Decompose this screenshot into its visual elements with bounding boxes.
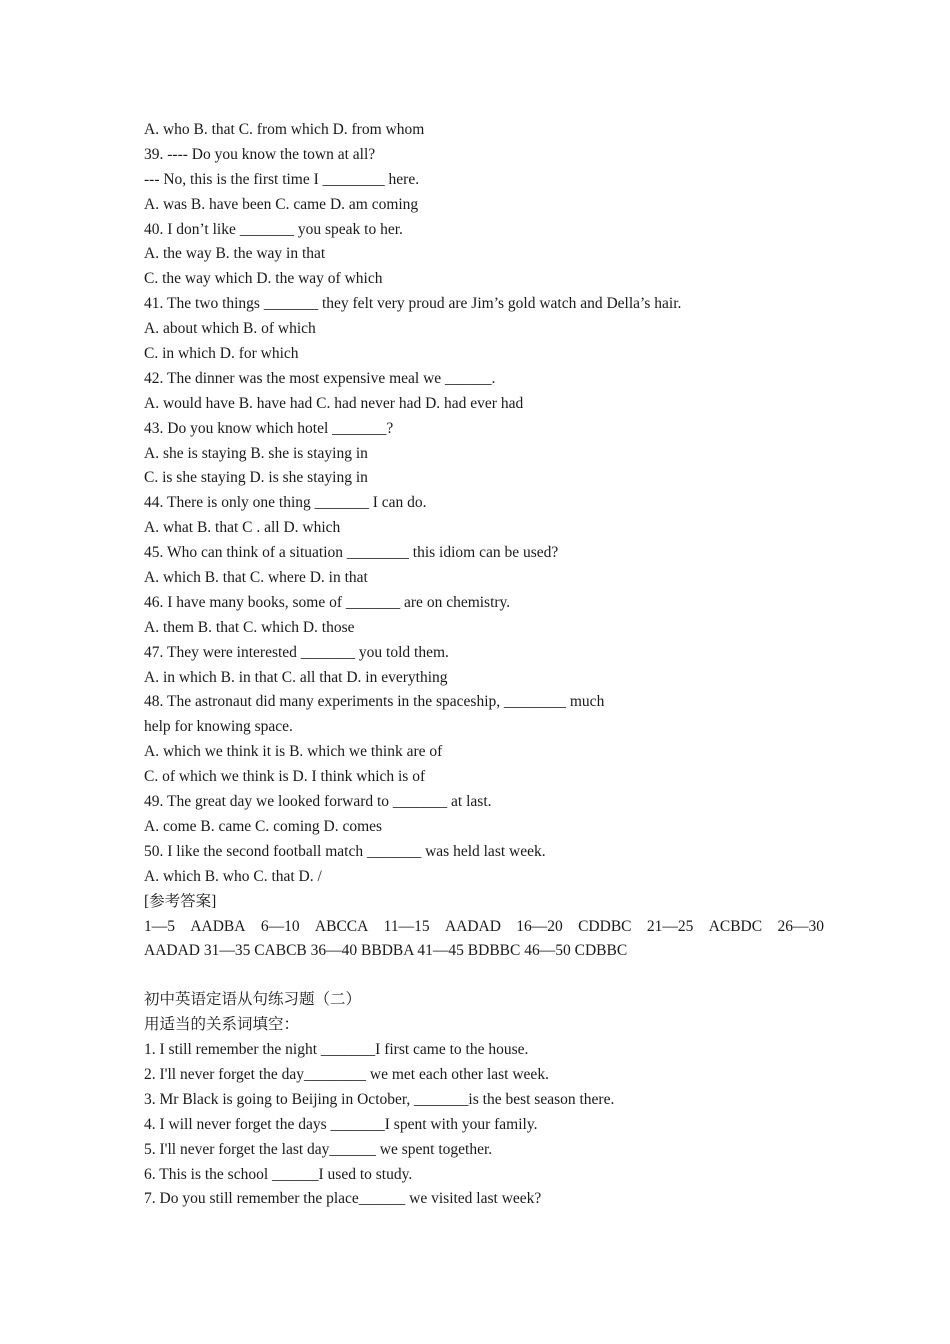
question-line: A. come B. came C. coming D. comes [144, 817, 383, 835]
question-line: A. about which B. of which [144, 320, 316, 338]
answer-item: 6—10 [260, 917, 300, 935]
question-line: 4. I will never forget the days _______I spent with your family. [144, 1115, 538, 1133]
question-line: C. is she staying D. is she staying in [144, 469, 368, 487]
answer-key-row [144, 915, 824, 940]
answer-item: 26—30 [777, 917, 824, 935]
question-line: A. the way B. the way in that [144, 245, 326, 263]
question-line: 43. Do you know which hotel _______? [144, 419, 394, 437]
question-line: 50. I like the second football match _______ was held last week. [144, 842, 546, 860]
question-line: A. which B. who C. that D. / [144, 867, 322, 885]
answer-item: ABCCA [314, 917, 369, 935]
answer-item: AADBA [190, 917, 246, 935]
answer-item: ACBDC [708, 917, 763, 935]
question-line: A. was B. have been C. came D. am coming [144, 195, 419, 213]
question-line: help for knowing space. [144, 718, 293, 736]
question-line: 48. The astronaut did many experiments in the spaceship, ________ much [144, 693, 605, 711]
question-line: C. the way which D. the way of which [144, 270, 383, 288]
answer-item: 11—15 [383, 917, 430, 935]
question-line: A. them B. that C. which D. those [144, 618, 355, 636]
question-line: 49. The great day we looked forward to _______ at last. [144, 793, 492, 811]
question-line: A. who B. that C. from which D. from whom [144, 121, 425, 138]
question-line: A. which we think it is B. which we think are of [144, 743, 443, 761]
section-spacer [144, 964, 824, 988]
question-line: 40. I don’t like _______ you speak to her. [144, 220, 403, 238]
question-line: A. which B. that C. where D. in that [144, 569, 368, 587]
answer-item: AADAD [444, 917, 501, 935]
question-line: 39. ---- Do you know the town at all? [144, 145, 376, 163]
question-line: 5. I'll never forget the last day______ we spent together. [144, 1140, 493, 1158]
question-line: C. in which D. for which [144, 345, 299, 363]
question-line: 3. Mr Black is going to Beijing in October, _______is the best season there. [144, 1090, 615, 1108]
question-line: 6. This is the school ______I used to study. [144, 1165, 413, 1183]
question-line: 1. I still remember the night _______I first came to the house. [144, 1041, 529, 1059]
question-line: 42. The dinner was the most expensive meal we ______. [144, 369, 496, 387]
question-line: C. of which we think is D. I think which is of [144, 768, 426, 786]
question-line: 2. I'll never forget the day________ we met each other last week. [144, 1065, 549, 1083]
section-title: 初中英语定语从句练习题（二） [144, 991, 362, 1009]
question-line: 7. Do you still remember the place______ we visited last week? [144, 1190, 542, 1208]
answer-item: 1—5 [144, 917, 175, 935]
question-line: 41. The two things _______ they felt very proud are Jim’s gold watch and Della’s hair. [144, 295, 682, 313]
answer-key-row: AADAD 31—35 CABCB 36—40 BBDBA 41—45 BDBBC 46—50 CDBBC [144, 942, 628, 960]
question-line: A. would have B. have had C. had never had D. had ever had [144, 394, 524, 412]
exercise-part-one [144, 118, 824, 915]
question-line: A. what B. that C . all D. which [144, 519, 341, 537]
question-line: 45. Who can think of a situation ________ this idiom can be used? [144, 544, 559, 562]
question-line: A. in which B. in that C. all that D. in everything [144, 668, 448, 686]
question-line: A. she is staying B. she is staying in [144, 444, 368, 462]
answer-item: CDDBC [578, 917, 632, 935]
answer-item: 16—20 [516, 917, 563, 935]
section-instruction: 用适当的关系词填空： [144, 1016, 300, 1034]
question-line: [参考答案] [144, 892, 217, 910]
question-line: 47. They were interested _______ you told them. [144, 643, 449, 661]
question-line: --- No, this is the first time I ________ here. [144, 170, 420, 188]
answer-item: 21—25 [646, 917, 694, 935]
exercise-part-two [144, 1038, 824, 1212]
question-line: 46. I have many books, some of _______ are on chemistry. [144, 593, 511, 611]
question-line: 44. There is only one thing _______ I can do. [144, 494, 427, 512]
document-body [144, 118, 824, 1212]
